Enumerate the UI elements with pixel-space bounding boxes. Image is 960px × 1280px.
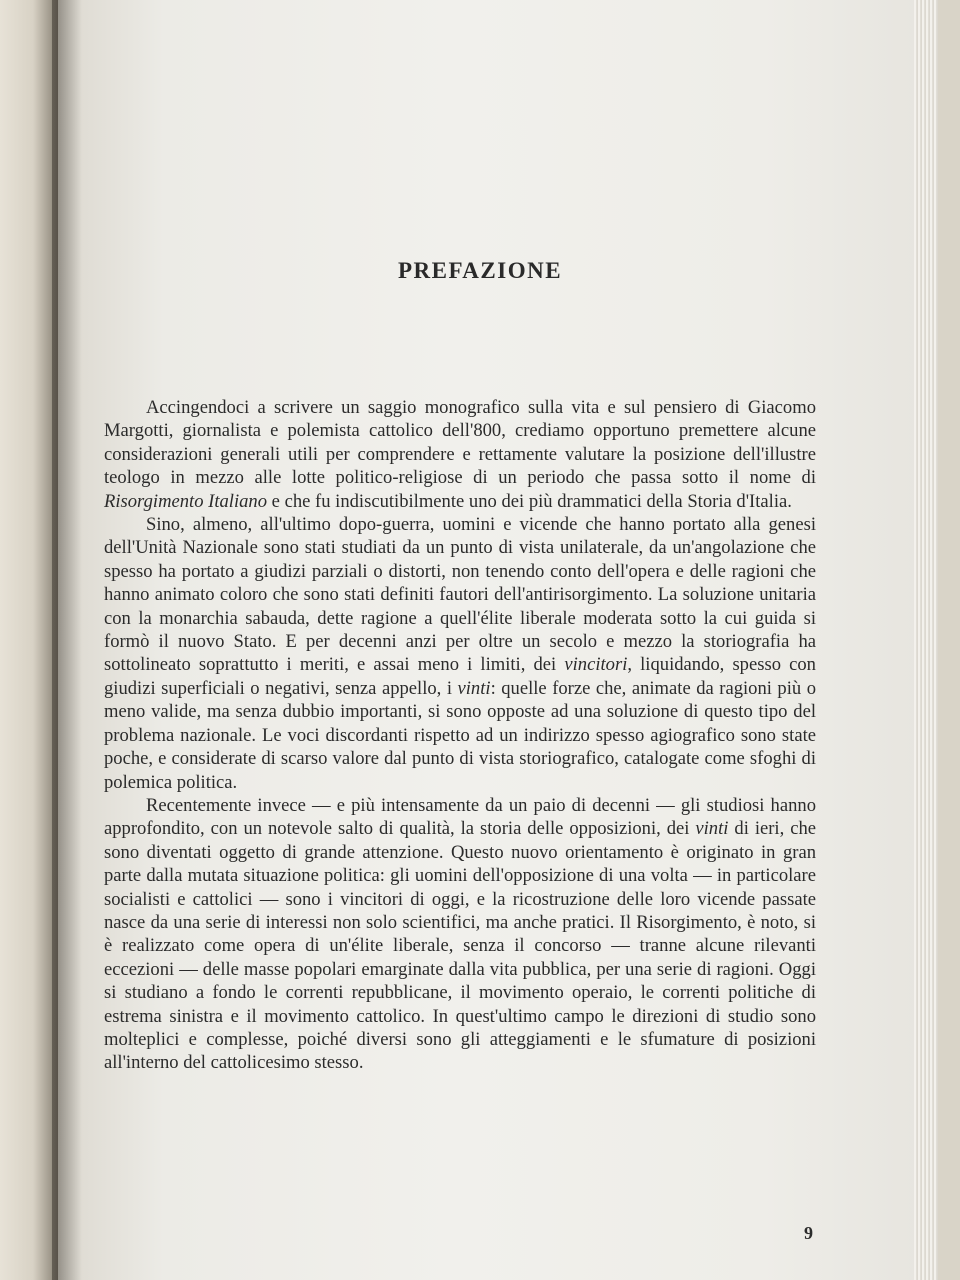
facing-page-edge [0, 0, 60, 1280]
paragraph-2 [104, 513, 816, 794]
text-run-italic: vinti [457, 677, 491, 699]
text-run: di ieri, che sono diventati oggetto di grande attenzione. Questo nuovo orientamento è originato in gran parte dalla mutata situazione politica: gli uomini dell'opposizione di una volta — in particolare socialisti e cattolici — sono i vincitori di oggi, e la ricostruzione delle loro vicende passate nasce da una serie di interessi non solo scientifici, ma anche pratici. Il Risorgimento, è noto, si è realizzato come opera di un'élite liberale, senza il concorso — tranne alcune rilevanti eccezioni — delle masse popolari emarginate dalla vita pubblica, per una serie di ragioni. Oggi si studiano a fondo le correnti repubblicane, il movimento operaio, le correnti politiche di estrema sinistra e il movimento cattolico. In quest'ultimo campo le direzioni di studio sono molteplici e complesse, poiché diversi sono gli atteggiamenti e le sfumature di posizioni all'interno del cattolicesimo stesso. [104, 818, 816, 1074]
text-run: e che fu indiscutibilmente uno dei più drammatici della Storia d'Italia. [267, 490, 792, 512]
text-run: : quelle forze che, animate da ragioni più o meno valide, ma senza dubbio importanti, si sono opposte ad una soluzione di questo tipo del problema nazionale. Le voci discordanti rispetto ad un indirizzo spesso agiografico sono state poche, e considerate di scarso valore dal punto di vista storiografico, catalogate come sfoghi di polemica politica. [104, 677, 816, 793]
paragraph-3 [104, 794, 816, 1075]
text-run-italic: vincitori [564, 654, 628, 676]
text-run: Accingendoci a scrivere un saggio monografico sulla vita e sul pensiero di Giacomo Margotti, giornalista e polemista cattolico dell'800, crediamo opportuno premettere alcune considerazioni generali utili per comprendere e rettamente valutare la posizione dell'illustre teologo in mezzo alle lotte politico-religiose di un periodo che passa sotto il nome di [104, 397, 816, 489]
body-text [104, 396, 816, 1075]
text-run: , liquidando, spesso con giudizi superficiali o negativi, senza appello, i [104, 654, 816, 699]
gutter-shadow [52, 0, 82, 1280]
text-run-italic: vinti [695, 818, 729, 840]
text-run: Sino, almeno, all'ultimo dopo-guerra, uomini e vicende che hanno portato alla genesi dell'Unità Nazionale sono stati studiati da un punto di vista unilaterale, da un'angolazione che spesso ha portato a giudizi parziali o distorti, non tenendo conto dell'opera e delle ragioni che hanno animato coloro che sono stati definiti fautori dell'antirisorgimento. La soluzione unitaria con la monarchia sabauda, dette ragione a quell'élite liberale moderata sotto la cui guida si formò il nuovo Stato. E per decenni anzi per oltre un secolo e mezzo la storiografia ha sottolineato soprattutto i meriti, e assai meno i limiti, dei [104, 514, 816, 676]
paragraph-1 [104, 396, 816, 513]
page-title: PREFAZIONE [397, 258, 563, 283]
page-edge-stack [914, 0, 938, 1280]
text-run: Recentemente invece — e più intensamente da un paio di decenni — gli studiosi hanno approfondito, con un notevole salto di qualità, la storia delle opposizioni, dei [104, 794, 816, 840]
page-number: 9 [804, 1223, 813, 1243]
text-run-italic: Risorgimento Italiano [104, 490, 268, 512]
